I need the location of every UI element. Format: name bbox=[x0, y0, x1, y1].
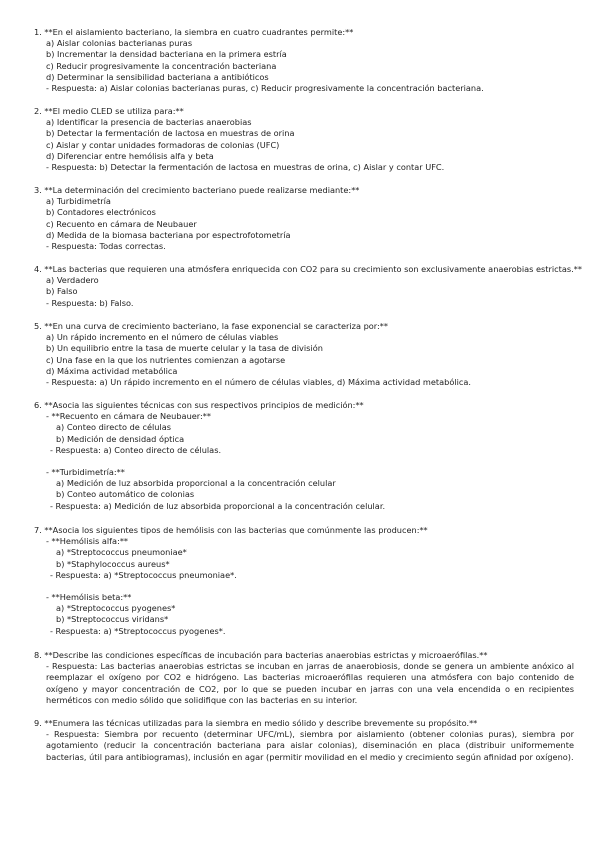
option: b) Un equilibrio entre la tasa de muerte celular y la tasa de división bbox=[46, 343, 323, 354]
question-stem: 7. **Asocia los siguientes tipos de hemólisis con las bacterias que comúnmente las producen:** bbox=[34, 525, 428, 535]
option: b) Incrementar la densidad bacteriana en la primera estría bbox=[46, 49, 287, 60]
answer: - Respuesta: a) Conteo directo de células. bbox=[50, 444, 222, 455]
answer: - Respuesta: Siembra por recuento (determinar UFC/mL), siembra por aislamiento (obtener colonias puras), siembra por agotamiento (reducir la concentración bacteriana para aislar colonias), diseminación en placa (distribuir uniformemente bacterias, útil para antibiogramas), inclusión en agar (permitir movilidad en el medio y crecimiento según afinidad por oxígeno). bbox=[46, 729, 574, 762]
option: d) Determinar la sensibilidad bacteriana a antibióticos bbox=[46, 71, 269, 82]
answer: - Respuesta: a) *Streptococcus pyogenes*. bbox=[50, 625, 226, 636]
option: a) Turbidimetría bbox=[46, 196, 111, 207]
answer: - Respuesta: b) Detectar la fermentación de lactosa en muestras de orina, c) Aislar y contar UFC. bbox=[46, 162, 445, 173]
answer: - Respuesta: Todas correctas. bbox=[46, 241, 166, 252]
option: b) Medición de densidad óptica bbox=[56, 433, 185, 444]
option: b) *Streptococcus viridans* bbox=[56, 614, 169, 625]
question-stem: 3. **La determinación del crecimiento bacteriano puede realizarse mediante:** bbox=[34, 185, 360, 195]
answer: - Respuesta: b) Falso. bbox=[46, 297, 134, 308]
option: a) *Streptococcus pyogenes* bbox=[56, 603, 176, 614]
option: b) Falso bbox=[46, 286, 78, 297]
question-9 bbox=[34, 718, 574, 763]
option: b) Detectar la fermentación de lactosa en muestras de orina bbox=[46, 128, 295, 139]
question-stem: 4. **Las bacterias que requieren una atmósfera enriquecida con CO2 para su crecimiento son exclusivamente anaerobias estrictas.** bbox=[34, 264, 582, 274]
option: b) Conteo automático de colonias bbox=[56, 489, 195, 500]
answer: - Respuesta: a) *Streptococcus pneumoniae*. bbox=[50, 569, 237, 580]
question-5 bbox=[34, 321, 574, 388]
question-1 bbox=[34, 27, 574, 94]
group-title: - **Recuento en cámara de Neubauer:** bbox=[46, 411, 211, 422]
question-stem: 6. **Asocia las siguientes técnicas con sus respectivos principios de medición:** bbox=[34, 400, 364, 410]
question-8 bbox=[34, 650, 574, 706]
question-4 bbox=[34, 264, 582, 309]
question-stem: 9. **Enumera las técnicas utilizadas para la siembra en medio sólido y describe brevemente su propósito.** bbox=[34, 718, 478, 728]
option: b) Contadores electrónicos bbox=[46, 207, 156, 218]
option: a) Un rápido incremento en el número de células viables bbox=[46, 332, 279, 343]
answer: - Respuesta: Las bacterias anaerobias estrictas se incuban en jarras de anaerobiosis, donde se genera un ambiente anóxico al reemplazar el oxígeno por CO2 e hidrógeno. Las bacterias microaerófilas requieren una atmósfera con bajo contenido de oxígeno y mayor concentración de CO2, por lo que se pueden incubar en jarras con una vela encendida o en recipientes herméticos con medio sólido que solidifique con las bacterias en su interior. bbox=[46, 661, 574, 705]
option: a) Aislar colonias bacterianas puras bbox=[46, 38, 193, 49]
option: a) Identificar la presencia de bacterias anaerobias bbox=[46, 117, 252, 128]
option: c) Reducir progresivamente la concentración bacteriana bbox=[46, 60, 277, 71]
answer: - Respuesta: a) Medición de luz absorbida proporcional a la concentración celular. bbox=[50, 500, 386, 511]
option: c) Una fase en la que los nutrientes comienzan a agotarse bbox=[46, 354, 286, 365]
group-title: - **Hemólisis beta:** bbox=[46, 592, 132, 603]
question-6 bbox=[34, 400, 574, 512]
question-3 bbox=[34, 185, 574, 252]
option: c) Recuento en cámara de Neubauer bbox=[46, 218, 197, 229]
option: c) Aislar y contar unidades formadoras de colonias (UFC) bbox=[46, 139, 280, 150]
option: a) Medición de luz absorbida proporcional a la concentración celular bbox=[56, 478, 336, 489]
question-stem: 2. **El medio CLED se utiliza para:** bbox=[34, 106, 184, 116]
group-title: - **Turbidimetría:** bbox=[46, 467, 125, 478]
question-stem: 5. **En una curva de crecimiento bacteriano, la fase exponencial se caracteriza por:** bbox=[34, 321, 388, 331]
option: a) *Streptococcus pneumoniae* bbox=[56, 547, 187, 558]
option: b) *Staphylococcus aureus* bbox=[56, 558, 170, 569]
question-7 bbox=[34, 525, 574, 637]
option: d) Medida de la biomasa bacteriana por espectrofotometría bbox=[46, 229, 291, 240]
answer: - Respuesta: a) Aislar colonias bacterianas puras, c) Reducir progresivamente la concentración bacteriana. bbox=[46, 83, 484, 94]
option: d) Máxima actividad metabólica bbox=[46, 365, 178, 376]
answer: - Respuesta: a) Un rápido incremento en el número de células viables, d) Máxima actividad metabólica. bbox=[46, 377, 472, 388]
question-stem: 1. **En el aislamiento bacteriano, la siembra en cuatro cuadrantes permite:** bbox=[34, 27, 354, 37]
option: a) Verdadero bbox=[46, 275, 99, 286]
option: d) Diferenciar entre hemólisis alfa y beta bbox=[46, 150, 214, 161]
question-stem: 8. **Describe las condiciones específicas de incubación para bacterias anaerobias estrictas y microaerófilas.** bbox=[34, 650, 488, 660]
option: a) Conteo directo de células bbox=[56, 422, 172, 433]
question-2 bbox=[34, 106, 574, 173]
group-title: - **Hemólisis alfa:** bbox=[46, 536, 129, 547]
